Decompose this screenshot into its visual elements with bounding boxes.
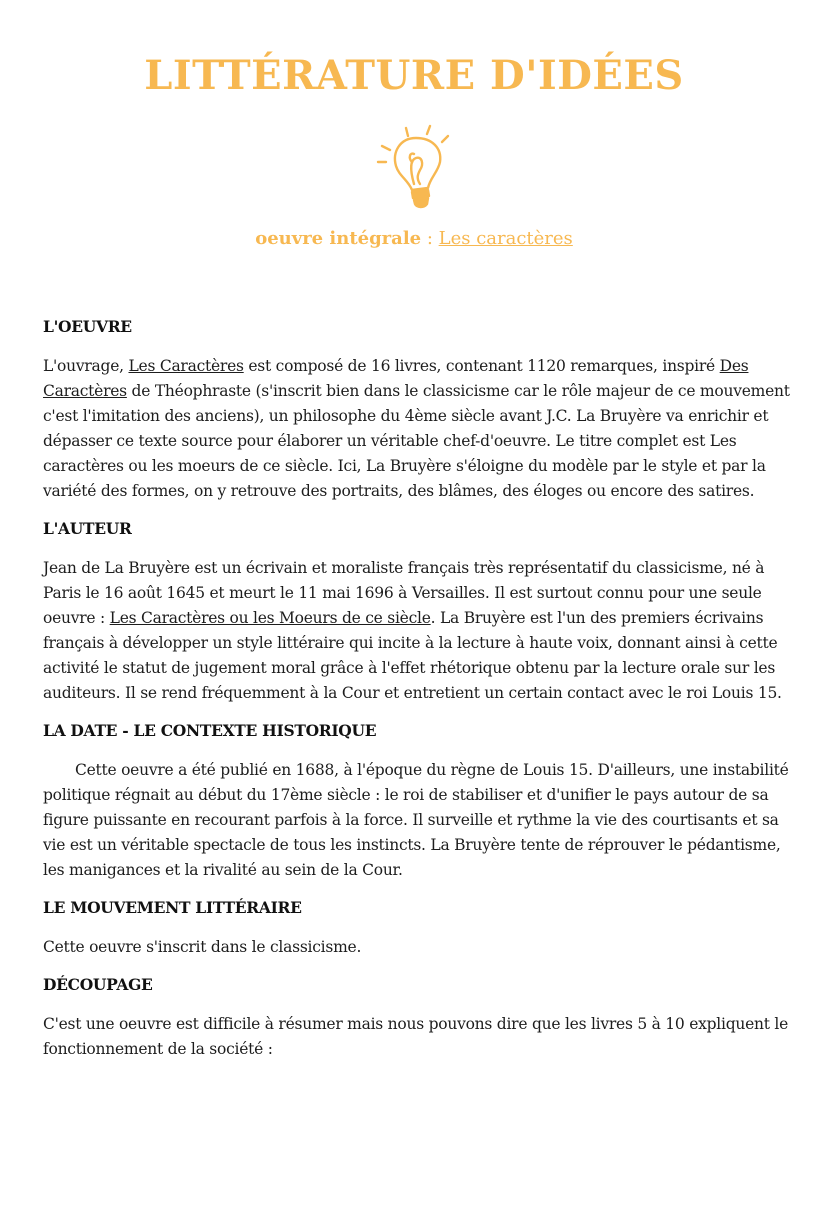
text-run: est composé de 16 livres, contenant 1120 remarques, inspiré: [243, 357, 720, 375]
page-title: LITTÉRATURE D'IDÉES: [144, 52, 684, 99]
link-des-caracteres[interactable]: Des Caractères: [43, 357, 749, 400]
link-caracteres-moeurs[interactable]: Les Caractères ou les Moeurs de ce siècle: [109, 609, 431, 627]
section-heading-decoupage: DÉCOUPAGE: [43, 975, 153, 994]
section-heading-auteur: L'AUTEUR: [43, 519, 132, 538]
text-run: . La Bruyère est l'un des premiers écrivains français à développer un style littéraire qui incite à la lecture à haute voix, donnant ainsi à cette activité le statut de jugement moral grâce à l'effet rhétorique obtenu par la lecture orale sur les auditeurs. Il se rend fréquemment à la Cour et entretient un certain contact avec le roi Louis 15.: [43, 609, 782, 702]
subtitle: [0, 228, 828, 249]
paragraph-oeuvre: [43, 354, 791, 504]
text-run: L'ouvrage,: [43, 357, 129, 375]
content: [43, 316, 791, 1076]
subtitle-separator: :: [421, 228, 439, 249]
section-heading-oeuvre: L'OEUVRE: [43, 317, 132, 336]
text-run: de Théophraste (s'inscrit bien dans le classicisme car le rôle majeur de ce mouvement c'est l'imitation des anciens), un philosophe du 4ème siècle avant J.C. La Bruyère va enrichir et dépasser ce texte source pour élaborer un véritable chef-d'oeuvre. Le titre complet est Les caractères ou les moeurs de ce siècle. Ici, La Bruyère s'éloigne du modèle par le style et par la variété des formes, on y retrouve des portraits, des blâmes, des éloges ou encore des satires.: [43, 382, 790, 500]
lightbulb-icon: [372, 122, 456, 214]
paragraph-mouvement: Cette oeuvre s'inscrit dans le classicisme.: [43, 938, 362, 956]
paragraph-auteur: [43, 556, 791, 706]
link-les-caracteres[interactable]: Les Caractères: [128, 357, 244, 375]
section-heading-mouvement: LE MOUVEMENT LITTÉRAIRE: [43, 898, 302, 917]
subtitle-link[interactable]: Les caractères: [438, 228, 573, 249]
section-heading-contexte: LA DATE - LE CONTEXTE HISTORIQUE: [43, 721, 377, 740]
paragraph-contexte: Cette oeuvre a été publié en 1688, à l'époque du règne de Louis 15. D'ailleurs, une instabilité politique régnait au début du 17ème siècle : le roi de stabiliser et d'unifier le pays autour de sa figure puissante en recourant parfois à la force. Il surveille et rythme la vie des courtisants et sa vie est un véritable spectacle de tous les instincts. La Bruyère tente de réprouver le pédantisme, les manigances et la rivalité au sein de la Cour.: [43, 761, 789, 879]
text-run: Jean de La Bruyère est un écrivain et moraliste français très représentatif du classicisme, né à Paris le 16 août 1645 et meurt le 11 mai 1696 à Versailles. Il est surtout connu pour une seule oeuvre :: [43, 559, 765, 627]
subtitle-label: oeuvre intégrale: [255, 228, 422, 249]
paragraph-decoupage: C'est une oeuvre est difficile à résumer mais nous pouvons dire que les livres 5 à 10 expliquent le fonctionnement de la société :: [43, 1015, 789, 1058]
